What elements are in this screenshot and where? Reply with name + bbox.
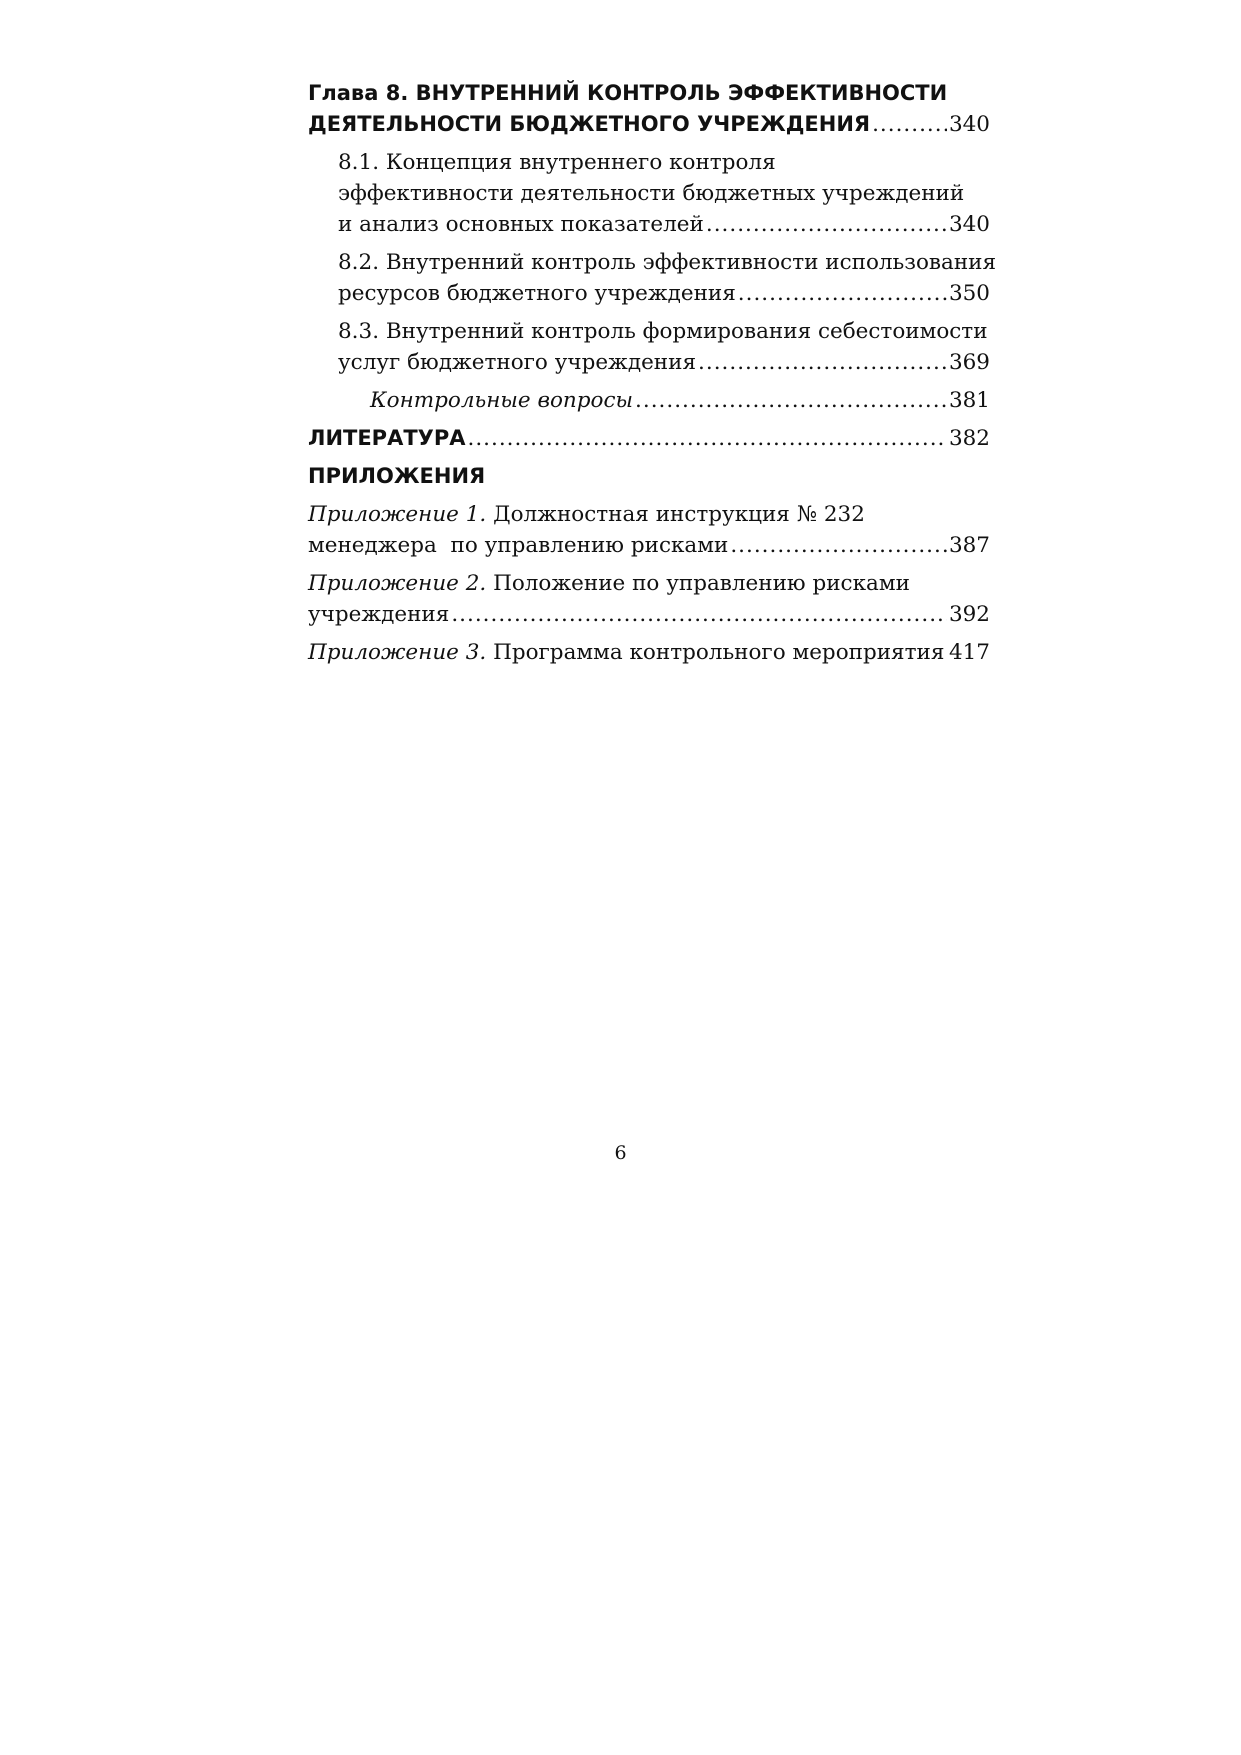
appendix-title-line-1: Положение по управлению рисками [486, 571, 910, 596]
literature-title: ЛИТЕРАТУРА [308, 426, 466, 450]
dot-leader [468, 423, 947, 454]
dot-leader [451, 599, 947, 630]
toc-entry-section-8-2[interactable] [308, 247, 997, 309]
table-of-contents [308, 78, 997, 675]
dot-leader [698, 347, 947, 378]
dot-leader [706, 209, 947, 240]
toc-heading-appendices [308, 461, 990, 492]
chapter-title-line-2: ДЕЯТЕЛЬНОСТИ БЮДЖЕТНОГО УЧРЕЖДЕНИЯ [308, 112, 871, 136]
page-ref: 382 [948, 426, 990, 451]
page-number: 6 [614, 1142, 627, 1164]
toc-entry-section-8-1[interactable] [308, 147, 990, 240]
dot-leader [635, 385, 947, 416]
dot-leader [872, 109, 947, 140]
toc-entry-literature[interactable] [308, 423, 990, 454]
toc-entry-appendix-3[interactable] [308, 637, 990, 668]
toc-entry-chapter-8[interactable] [308, 78, 990, 140]
page-ref: 340 [948, 112, 990, 137]
appendices-title: ПРИЛОЖЕНИЯ [308, 464, 486, 488]
dot-leader [738, 278, 947, 309]
appendix-title-line-1: Программа контрольного мероприятия [486, 640, 945, 665]
section-title-line-1: 8.1. Концепция внутреннего контроля [338, 150, 776, 175]
appendix-label: Приложение 3. [308, 640, 487, 665]
page-ref: 392 [948, 602, 990, 627]
section-title-line-2: эффективности деятельности бюджетных учреждений [338, 181, 965, 206]
section-title-line-3: и анализ основных показателей [338, 212, 704, 237]
appendix-label: Приложение 1. [308, 502, 487, 527]
toc-entry-section-8-3[interactable] [308, 316, 990, 378]
toc-entry-control-questions[interactable] [308, 385, 990, 416]
section-title-line-2: услуг бюджетного учреждения [338, 350, 697, 375]
appendix-title-line-1: Должностная инструкция № 232 [486, 502, 865, 527]
section-title-line-1: 8.2. Внутренний контроль эффективности использования [338, 250, 997, 275]
toc-entry-appendix-1[interactable] [308, 499, 990, 561]
page-ref: 350 [948, 281, 990, 306]
page-ref: 387 [948, 533, 990, 558]
appendix-label: Приложение 2. [308, 571, 487, 596]
appendix-title-line-2: менеджера по управлению рисками [308, 533, 729, 558]
page-ref: 369 [948, 350, 990, 375]
chapter-title-line-1: Глава 8. ВНУТРЕННИЙ КОНТРОЛЬ ЭФФЕКТИВНОСТИ [308, 81, 948, 105]
page-ref: 381 [948, 388, 990, 413]
dot-leader [730, 530, 947, 561]
toc-entry-appendix-2[interactable] [308, 568, 990, 630]
page-ref: 340 [948, 212, 990, 237]
page-ref: 417 [948, 640, 990, 665]
questions-title: Контрольные вопросы [370, 388, 634, 413]
appendix-title-line-2: учреждения [308, 602, 450, 627]
section-title-line-1: 8.3. Внутренний контроль формирования себестоимости [338, 319, 988, 344]
section-title-line-2: ресурсов бюджетного учреждения [338, 281, 736, 306]
dot-leader [946, 637, 947, 668]
